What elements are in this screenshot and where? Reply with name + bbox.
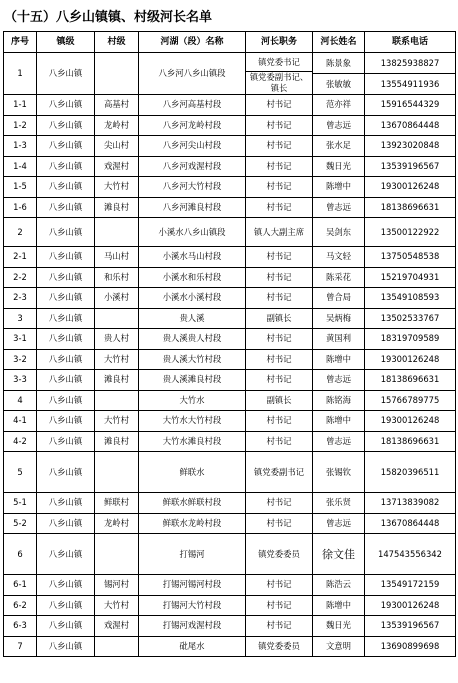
cell-town: 八乡山镇 [37,513,95,534]
cell-duty: 村书记 [246,329,313,350]
cell-name: 魏日光 [313,616,365,637]
cell-phone: 13690899698 [365,636,456,657]
cell-seq: 5 [4,452,37,493]
header-town: 镇级 [37,32,95,53]
cell-phone: 13713839082 [365,493,456,514]
cell-phone-entry: 13554911936 [380,78,440,89]
table-row [4,575,456,596]
cell-phone: 13670864448 [365,115,456,136]
cell-river: 贵人溪大竹村段 [139,349,246,370]
cell-name: 吴炳梅 [313,308,365,329]
cell-village: 滩良村 [95,431,139,452]
cell-name: 陈增中 [313,411,365,432]
cell-town: 八乡山镇 [37,177,95,198]
table-row [4,288,456,309]
cell-village [95,390,139,411]
table-row [4,390,456,411]
cell-river: 小溪水小溪村段 [139,288,246,309]
cell-river: 小溪水和乐村段 [139,267,246,288]
cell-duty: 村书记 [246,267,313,288]
cell-phone: 15219704931 [365,267,456,288]
cell-seq: 6-1 [4,575,37,596]
cell-name: 张乐贤 [313,493,365,514]
cell-duty: 村书记 [246,115,313,136]
cell-town: 八乡山镇 [37,370,95,391]
cell-phone: 13500122922 [365,218,456,247]
cell-village: 小溪村 [95,288,139,309]
cell-duty: 村书记 [246,431,313,452]
cell-village: 鲜联村 [95,493,139,514]
cell-seq: 5-2 [4,513,37,534]
cell-river: 大竹水 [139,390,246,411]
cell-name: 陈浩云 [313,575,365,596]
cell-seq: 2 [4,218,37,247]
river-chief-table [3,31,456,657]
cell-name: 马文轻 [313,247,365,268]
cell-village [95,53,139,95]
cell-duty: 镇党委委员 [246,636,313,657]
cell-phone: 13539196567 [365,156,456,177]
table-header-row [4,32,456,53]
table-row [4,156,456,177]
cell-duty: 村书记 [246,411,313,432]
cell-town: 八乡山镇 [37,616,95,637]
cell-town: 八乡山镇 [37,431,95,452]
cell-duty-entry: 镇党委副书记、镇长 [249,72,309,93]
table-row [4,136,456,157]
cell-town: 八乡山镇 [37,349,95,370]
cell-duty: 村书记 [246,156,313,177]
cell-duty: 村书记 [246,177,313,198]
cell-town: 八乡山镇 [37,267,95,288]
table-row [4,197,456,218]
cell-village [95,452,139,493]
cell-phone: 18138696631 [365,197,456,218]
table-row [4,53,456,95]
cell-village [95,308,139,329]
cell-town: 八乡山镇 [37,308,95,329]
cell-phone [365,53,456,95]
cell-seq: 3 [4,308,37,329]
cell-river: 贵人溪滩良村段 [139,370,246,391]
cell-river: 小溪水马山村段 [139,247,246,268]
cell-duty: 村书记 [246,197,313,218]
cell-river: 八乡河戏渥村段 [139,156,246,177]
cell-town: 八乡山镇 [37,636,95,657]
cell-phone: 15766789775 [365,390,456,411]
cell-seq: 1-1 [4,95,37,116]
cell-name: 曾志远 [313,513,365,534]
table-row [4,218,456,247]
cell-phone: 18138696631 [365,431,456,452]
cell-phone-entry: 13825938827 [365,53,455,74]
cell-phone: 18138696631 [365,370,456,391]
cell-village: 尖山村 [95,136,139,157]
table-row [4,370,456,391]
cell-river: 打锡河 [139,534,246,575]
cell-phone: 13670864448 [365,513,456,534]
cell-duty-entry: 镇党委书记 [246,53,312,72]
cell-seq: 7 [4,636,37,657]
cell-village [95,636,139,657]
cell-seq: 6-2 [4,595,37,616]
cell-phone: 13539196567 [365,616,456,637]
cell-river: 大竹水大竹村段 [139,411,246,432]
cell-seq: 6 [4,534,37,575]
cell-river: 打锡河锡河村段 [139,575,246,596]
cell-phone: 15916544329 [365,95,456,116]
cell-name: 曾志远 [313,431,365,452]
cell-village: 高基村 [95,95,139,116]
cell-village: 滩良村 [95,370,139,391]
cell-seq: 1-3 [4,136,37,157]
cell-river: 砒尾水 [139,636,246,657]
cell-town: 八乡山镇 [37,247,95,268]
table-row [4,267,456,288]
table-row [4,493,456,514]
table-row [4,595,456,616]
cell-duty: 村书记 [246,370,313,391]
cell-river: 八乡河尖山村段 [139,136,246,157]
cell-seq: 6-3 [4,616,37,637]
table-body [4,53,456,657]
cell-name: 魏日光 [313,156,365,177]
cell-village: 大竹村 [95,411,139,432]
cell-name: 曾志远 [313,370,365,391]
cell-name: 范亦祥 [313,95,365,116]
header-name: 河长姓名 [313,32,365,53]
cell-phone: 13923020848 [365,136,456,157]
cell-duty: 副镇长 [246,308,313,329]
cell-river: 鲜联水鲜联村段 [139,493,246,514]
cell-name: 张水足 [313,136,365,157]
cell-seq: 4-1 [4,411,37,432]
cell-seq: 3-1 [4,329,37,350]
table-row [4,177,456,198]
table-row [4,329,456,350]
cell-village: 戏渥村 [95,616,139,637]
table-row [4,431,456,452]
table-row [4,411,456,432]
cell-phone: 19300126248 [365,349,456,370]
cell-river: 打锡河戏渥村段 [139,616,246,637]
cell-duty [246,53,313,95]
cell-name: 黄国利 [313,329,365,350]
table-row [4,513,456,534]
table-row [4,247,456,268]
table-row [4,616,456,637]
cell-village: 马山村 [95,247,139,268]
cell-name: 陈增中 [313,349,365,370]
cell-town: 八乡山镇 [37,115,95,136]
cell-town: 八乡山镇 [37,575,95,596]
cell-town: 八乡山镇 [37,390,95,411]
cell-river: 贵人溪贵人村段 [139,329,246,350]
cell-phone: 13549108593 [365,288,456,309]
cell-town: 八乡山镇 [37,288,95,309]
cell-river: 八乡河龙岭村段 [139,115,246,136]
cell-name: 张锡钦 [313,452,365,493]
cell-town: 八乡山镇 [37,156,95,177]
cell-name-entry: 陈景象 [313,53,364,74]
cell-duty: 镇党委副书记 [246,452,313,493]
header-duty: 河长职务 [246,32,313,53]
cell-town: 八乡山镇 [37,136,95,157]
cell-name: 曾志远 [313,115,365,136]
cell-village [95,218,139,247]
table-row [4,95,456,116]
cell-duty: 村书记 [246,95,313,116]
cell-river: 八乡河八乡山镇段 [139,53,246,95]
cell-seq: 3-2 [4,349,37,370]
cell-duty: 镇党委委员 [246,534,313,575]
cell-town: 八乡山镇 [37,218,95,247]
cell-river: 贵人溪 [139,308,246,329]
table-row [4,115,456,136]
cell-village: 和乐村 [95,267,139,288]
cell-seq: 1-6 [4,197,37,218]
cell-name: 文意明 [313,636,365,657]
cell-phone: 147543556342 [365,534,456,575]
cell-name: 陈增中 [313,595,365,616]
cell-seq: 4 [4,390,37,411]
cell-village: 贵人村 [95,329,139,350]
cell-phone: 13750548538 [365,247,456,268]
cell-seq: 4-2 [4,431,37,452]
table-row [4,636,456,657]
cell-village: 龙岭村 [95,513,139,534]
cell-river: 大竹水滩良村段 [139,431,246,452]
cell-phone: 19300126248 [365,177,456,198]
cell-river: 八乡河高基村段 [139,95,246,116]
cell-seq: 1 [4,53,37,95]
cell-name: 曾志远 [313,197,365,218]
cell-town: 八乡山镇 [37,534,95,575]
cell-village: 大竹村 [95,349,139,370]
cell-name: 吴剑东 [313,218,365,247]
cell-phone: 19300126248 [365,411,456,432]
cell-town: 八乡山镇 [37,197,95,218]
cell-town: 八乡山镇 [37,411,95,432]
cell-seq: 3-3 [4,370,37,391]
cell-name-entry: 张敏敏 [325,78,352,89]
page-title: （十五）八乡山镇镇、村级河长名单 [4,10,213,25]
header-village: 村级 [95,32,139,53]
cell-phone: 13549172159 [365,575,456,596]
cell-duty: 村书记 [246,288,313,309]
header-phone: 联系电话 [365,32,456,53]
cell-river: 鲜联水龙岭村段 [139,513,246,534]
table-row [4,308,456,329]
cell-village: 滩良村 [95,197,139,218]
cell-town: 八乡山镇 [37,595,95,616]
table-row [4,349,456,370]
cell-phone: 19300126248 [365,595,456,616]
cell-seq: 1-4 [4,156,37,177]
cell-town: 八乡山镇 [37,329,95,350]
cell-duty: 村书记 [246,247,313,268]
cell-seq: 2-3 [4,288,37,309]
cell-name: 陈增中 [313,177,365,198]
cell-name: 陈采花 [313,267,365,288]
cell-duty: 副镇长 [246,390,313,411]
cell-town: 八乡山镇 [37,53,95,95]
cell-name: 曾合局 [313,288,365,309]
table-row [4,452,456,493]
cell-phone: 13502533767 [365,308,456,329]
cell-village: 大竹村 [95,177,139,198]
cell-phone: 15820396511 [365,452,456,493]
cell-duty: 村书记 [246,616,313,637]
cell-town: 八乡山镇 [37,452,95,493]
header-seq: 序号 [4,32,37,53]
cell-name [313,53,365,95]
cell-seq: 2-1 [4,247,37,268]
cell-phone: 18319709589 [365,329,456,350]
cell-duty: 村书记 [246,513,313,534]
cell-duty: 村书记 [246,493,313,514]
table-row [4,534,456,575]
cell-duty: 村书记 [246,575,313,596]
cell-village: 锡河村 [95,575,139,596]
cell-name: 陈铭海 [313,390,365,411]
cell-name: 徐文佳 [313,534,365,575]
cell-river: 鲜联水 [139,452,246,493]
cell-duty: 村书记 [246,595,313,616]
cell-village: 大竹村 [95,595,139,616]
cell-seq: 5-1 [4,493,37,514]
cell-seq: 1-5 [4,177,37,198]
header-river: 河湖（段）名称 [139,32,246,53]
cell-river: 八乡河大竹村段 [139,177,246,198]
cell-seq: 2-2 [4,267,37,288]
cell-river: 打锡河大竹村段 [139,595,246,616]
cell-town: 八乡山镇 [37,95,95,116]
cell-duty: 村书记 [246,349,313,370]
cell-seq: 1-2 [4,115,37,136]
cell-river: 八乡河滩良村段 [139,197,246,218]
cell-duty: 村书记 [246,136,313,157]
cell-duty: 镇人大副主席 [246,218,313,247]
cell-river: 小溪水八乡山镇段 [139,218,246,247]
cell-town: 八乡山镇 [37,493,95,514]
cell-village [95,534,139,575]
cell-village: 龙岭村 [95,115,139,136]
cell-village: 戏渥村 [95,156,139,177]
